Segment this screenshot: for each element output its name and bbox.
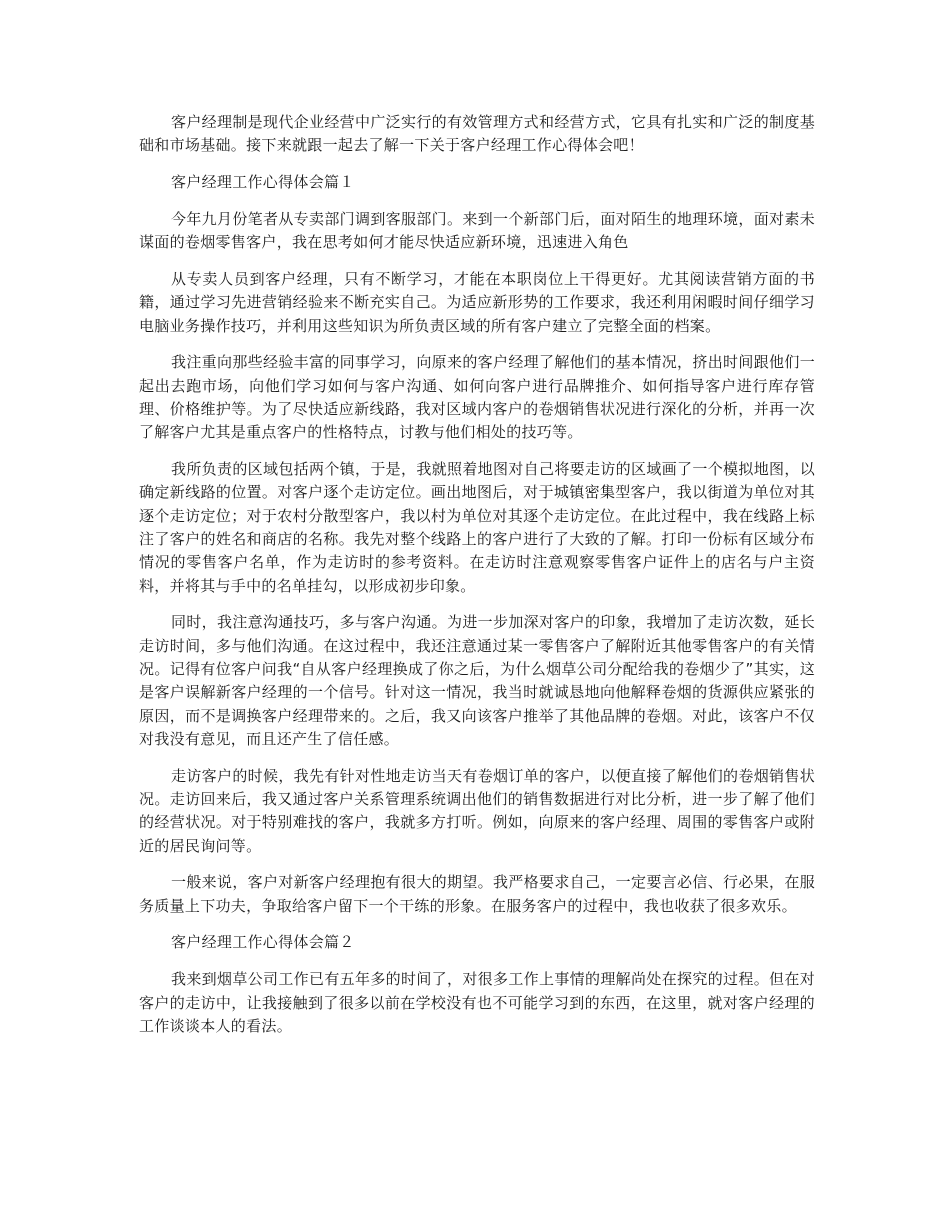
section-heading-2: 客户经理工作心得体会篇２ xyxy=(171,933,355,952)
body-paragraph: 一般来说，客户对新客户经理抱有很大的期望。我严格要求自己，一定要言必信、行必果，在服务质量上下功夫，争取给客户留下一个干练的形象。在服务客户的过程中，我也收获了很多欢乐。 xyxy=(139,873,815,915)
document-body xyxy=(139,111,815,1052)
body-paragraph: 我来到烟草公司工作已有五年多的时间了，对很多工作上事情的理解尚处在探究的过程。但在对客户的走访中，让我接触到了很多以前在学校没有也不可能学习到的东西，在这里，就对客户经理的工作谈谈本人的看法。 xyxy=(139,970,815,1035)
body-paragraph: 走访客户的时候，我先有针对性地走访当天有卷烟订单的客户，以便直接了解他们的卷烟销售状况。走访回来后，我又通过客户关系管理系统调出他们的销售数据进行对比分析，进一步了解了他们的经营状况。对于特别难找的客户，我就多方打听。例如，向原来的客户经理、周围的零售客户或附近的居民询问等。 xyxy=(139,766,815,855)
body-paragraph: 同时，我注意沟通技巧，多与客户沟通。为进一步加深对客户的印象，我增加了走访次数，延长走访时间，多与他们沟通。在这过程中，我还注意通过某一零售客户了解附近其他零售客户的有关情况。记得有位客户问我“自从客户经理换成了你之后，为什么烟草公司分配给我的卷烟少了”其实，这是客户误解新客户经理的一个信号。针对这一情况，我当时就诚恳地向他解释卷烟的货源供应紧张的原因，而不是调换客户经理带来的。之后，我又向该客户推举了其他品牌的卷烟。对此，该客户不仅对我没有意见，而且还产生了信任感。 xyxy=(139,613,815,748)
body-paragraph: 我所负责的区域包括两个镇，于是，我就照着地图对自己将要走访的区域画了一个模拟地图，以确定新线路的位置。对客户逐个走访定位。画出地图后，对于城镇密集型客户，我以街道为单位对其逐个走访定位；对于农村分散型客户，我以村为单位对其逐个走访定位。在此过程中，我在线路上标注了客户的姓名和商店的名称。我先对整个线路上的客户进行了大致的了解。打印一份标有区域分布情况的零售客户名单，作为走访时的参考资料。在走访时注意观察零售客户证件上的店名与户主资料，并将其与手中的名单挂勾，以形成初步印象。 xyxy=(139,460,815,595)
body-paragraph: 我注重向那些经验丰富的同事学习，向原来的客户经理了解他们的基本情况，挤出时间跟他们一起出去跑市场，向他们学习如何与客户沟通、如何向客户进行品牌推介、如何指导客户进行库存管理、价格维护等。为了尽快适应新线路，我对区域内客户的卷烟销售状况进行深化的分析，并再一次了解客户尤其是重点客户的性格特点，讨教与他们相处的技巧等。 xyxy=(139,353,815,442)
body-paragraph: 从专卖人员到客户经理，只有不断学习，才能在本职岗位上干得更好。尤其阅读营销方面的书籍，通过学习先进营销经验来不断充实自己。为适应新形势的工作要求，我还利用闲暇时间仔细学习电脑业务操作技巧，并利用这些知识为所负责区域的所有客户建立了完整全面的档案。 xyxy=(139,269,815,335)
section-heading-1: 客户经理工作心得体会篇１ xyxy=(171,173,355,192)
body-paragraph: 今年九月份笔者从专卖部门调到客服部门。来到一个新部门后，面对陌生的地理环境，面对素未谋面的卷烟零售客户，我在思考如何才能尽快适应新环境，迅速进入角色 xyxy=(139,209,815,252)
intro-paragraph: 客户经理制是现代企业经营中广泛实行的有效管理方式和经营方式，它具有扎实和广泛的制度基础和市场基础。接下来就跟一起去了解一下关于客户经理工作心得体会吧！ xyxy=(139,113,815,155)
